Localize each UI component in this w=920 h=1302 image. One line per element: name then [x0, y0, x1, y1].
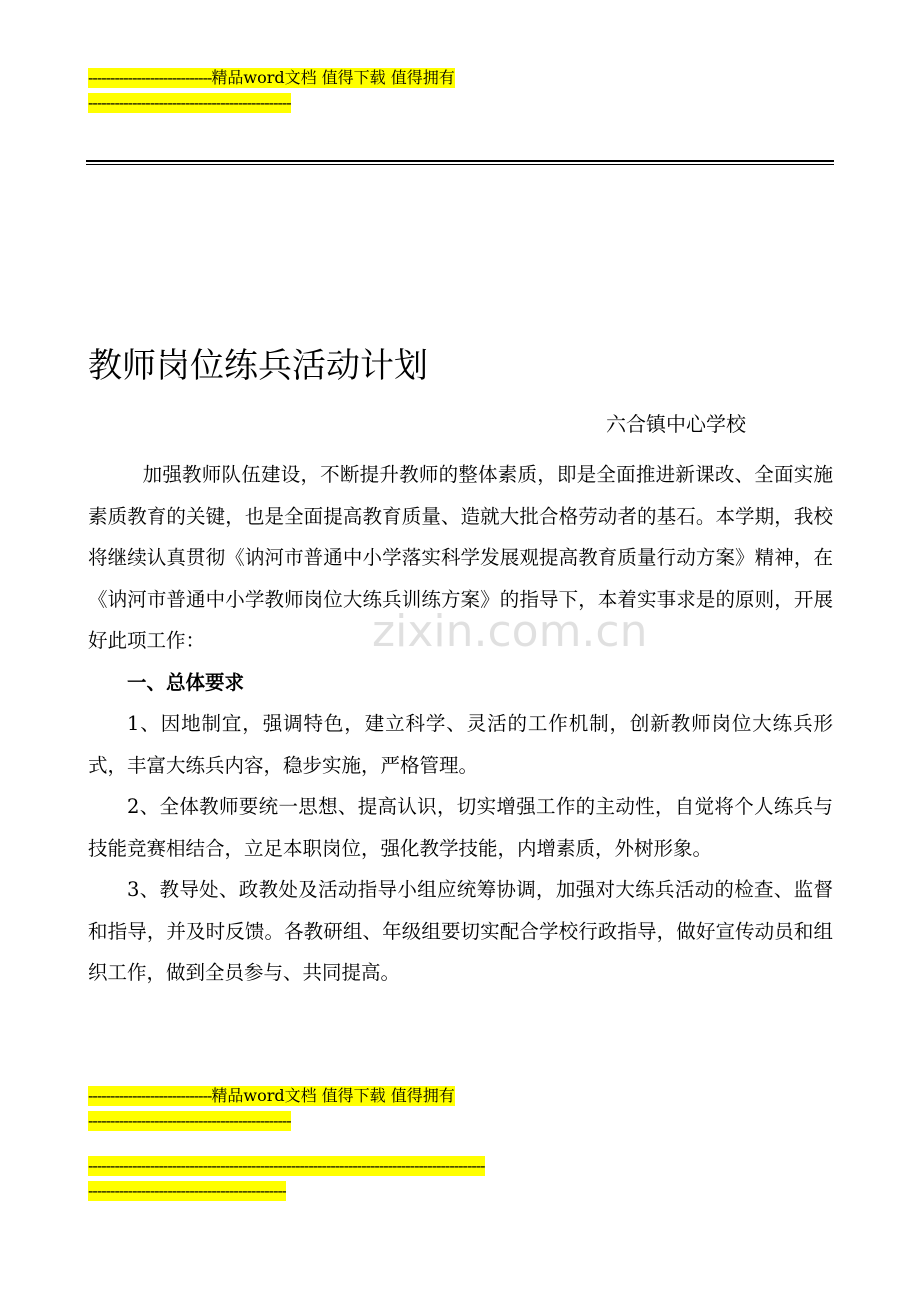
document-title: 教师岗位练兵活动计划	[88, 346, 428, 386]
intro-paragraph: 加强教师队伍建设，不断提升教师的整体素质，即是全面推进新课改、全面实施素质教育的关键，也是全面提高教育质量、造就大批合格劳动者的基石。本学期，我校将继续认真贯彻《讷河市普通中小学落实科学发展观提高教育质量行动方案》精神，在《讷河市普通中小学教师岗位大练兵训练方案》的指导下，本着实事求是的原则，开展好此项工作：	[88, 463, 833, 652]
watermark: zixin.com.cn	[372, 606, 648, 657]
top-banner	[88, 68, 455, 118]
banner-highlight: ----------------------------精品word文档 值得下载 值得拥有	[88, 68, 455, 87]
footer-dash-line-2: ---------------------------------------------	[88, 1181, 287, 1200]
header-rule-thick	[86, 160, 834, 162]
banner-dash-line: ----------------------------------------------	[88, 1111, 291, 1130]
section-heading: 一、总体要求	[127, 670, 245, 694]
document-body	[88, 454, 833, 994]
banner-line-1	[88, 68, 455, 93]
list-item: 1、因地制宜，强调特色，建立科学、灵活的工作机制，创新教师岗位大练兵形式，丰富大练兵内容，稳步实施，严格管理。	[88, 712, 833, 777]
footer-dash-line-1: ------------------------------------------------------------------------------------------	[88, 1156, 485, 1175]
school-name: 六合镇中心学校	[606, 412, 746, 436]
banner-line-2	[88, 1111, 455, 1136]
list-item: 3、教导处、政教处及活动指导小组应统筹协调，加强对大练兵活动的检查、监督和指导，并及时反馈。各教研组、年级组要切实配合学校行政指导，做好宣传动员和组织工作，做到全员参与、共同提高。	[88, 878, 833, 984]
banner-dash-line: ----------------------------------------------	[88, 93, 291, 112]
header-rule-thin	[86, 164, 834, 165]
banner-text: 精品word文档 值得下载 值得拥有	[211, 1086, 455, 1105]
footer-dash-block	[88, 1156, 485, 1206]
list-item: 2、全体教师要统一思想、提高认识，切实增强工作的主动性，自觉将个人练兵与技能竞赛相结合，立足本职岗位，强化教学技能，内增素质，外树形象。	[88, 795, 833, 860]
banner-line-2	[88, 93, 455, 118]
banner-text: 精品word文档 值得下载 值得拥有	[211, 68, 455, 87]
bottom-banner	[88, 1086, 455, 1136]
banner-line-1	[88, 1086, 455, 1111]
banner-highlight: ----------------------------精品word文档 值得下载 值得拥有	[88, 1086, 455, 1105]
